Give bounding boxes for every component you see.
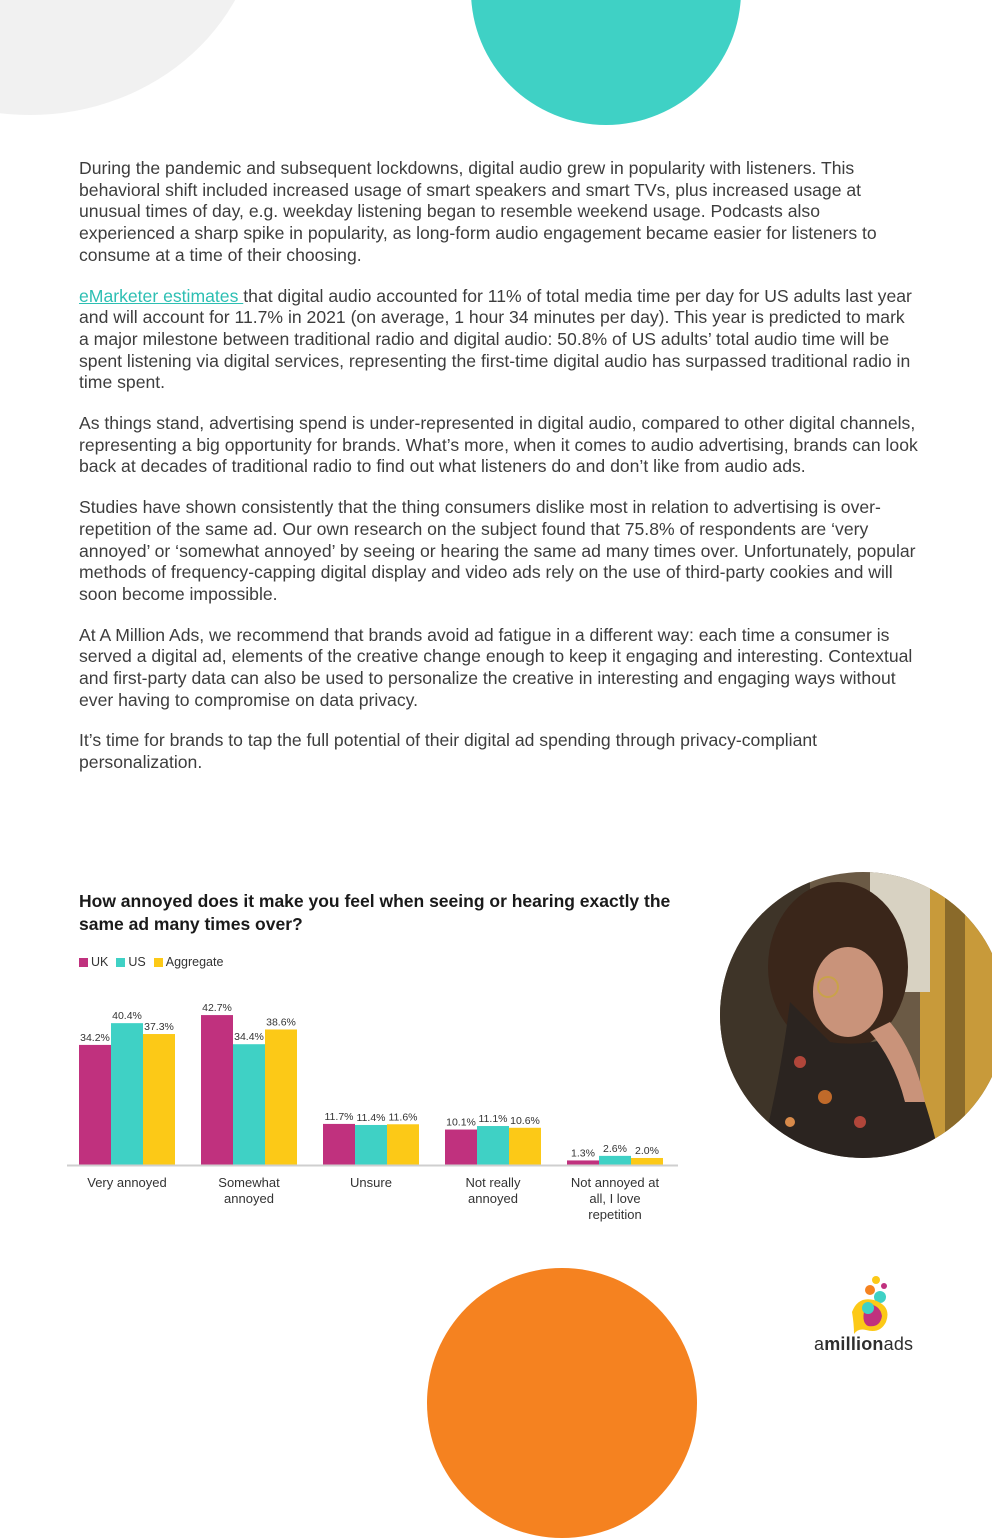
bar-aggregate-4 <box>631 1158 663 1165</box>
bar-uk-2 <box>323 1124 355 1165</box>
category-label-0-0: Very annoyed <box>87 1175 167 1190</box>
legend-swatch-us <box>116 958 125 967</box>
bar-label-aggregate-3: 10.6% <box>510 1114 540 1127</box>
bar-label-aggregate-0: 37.3% <box>144 1021 174 1034</box>
bar-label-uk-3: 10.1% <box>446 1116 476 1129</box>
logo-bold: million <box>824 1334 884 1354</box>
category-label-4-1: all, I love <box>589 1191 641 1206</box>
legend-swatch-uk <box>79 958 88 967</box>
bar-label-uk-2: 11.7% <box>324 1110 354 1123</box>
chart-title: How annoyed does it make you feel when seeing or hearing exactly the same ad many times over? <box>79 891 671 934</box>
legend-label-uk: UK <box>91 955 109 969</box>
bar-us-1 <box>233 1044 265 1165</box>
legend-swatch-aggregate <box>154 958 163 967</box>
bar-us-2 <box>355 1125 387 1165</box>
bar-aggregate-0 <box>143 1034 175 1165</box>
bar-label-us-4: 2.6% <box>603 1142 627 1155</box>
logo-wordmark <box>814 1334 913 1355</box>
bar-uk-3 <box>445 1130 477 1165</box>
paragraph-2 <box>79 286 919 395</box>
bar-aggregate-1 <box>265 1029 297 1165</box>
bar-label-us-0: 40.4% <box>112 1010 142 1023</box>
legend-item-aggregate <box>154 955 224 969</box>
legend-label-us: US <box>128 955 146 969</box>
bar-us-3 <box>477 1126 509 1165</box>
bar-label-aggregate-2: 11.6% <box>388 1111 418 1124</box>
decorative-circle-grey <box>0 0 260 115</box>
bar-aggregate-3 <box>509 1128 541 1165</box>
bar-us-0 <box>111 1023 143 1165</box>
article-body <box>79 158 919 793</box>
paragraph-2-text: that digital audio accounted for 11% of total media time per day for US adults last year and will account for 11.7% in 2021 (on average, 1 hour 34 minutes per day). This year is predicted to mark a major milestone between traditional radio and digital audio: 50.8% of US adults’ total audio time will be spent listening via digital services, representing the first-time digital audio has surpassed traditional radio in time spent. <box>79 285 912 393</box>
amillionads-logo <box>810 1270 930 1360</box>
paragraph-5 <box>79 625 919 712</box>
bar-label-uk-0: 34.2% <box>80 1031 110 1044</box>
bar-label-uk-1: 42.7% <box>202 1002 232 1015</box>
bar-chart <box>60 990 700 1230</box>
bar-uk-1 <box>201 1015 233 1165</box>
paragraph-6-text: It’s time for brands to tap the full potential of their digital ad spending through privacy-compliant personalization. <box>79 730 818 773</box>
photo-illustration <box>720 872 992 1158</box>
woman-listening-photo <box>720 872 992 1158</box>
chart-legend <box>79 955 223 969</box>
paragraph-5-text: At A Million Ads, we recommend that brands avoid ad fatigue in a different way: each time a consumer is served a digital ad, elements of the creative change enough to keep it engaging and interesting. Contextual and first-party data can also be used to personalize the creative in interesting and engaging ways without ever having to compromise on data privacy. <box>79 624 913 710</box>
paragraph-4 <box>79 497 919 606</box>
decorative-circle-teal <box>471 0 741 125</box>
bar-label-uk-4: 1.3% <box>571 1147 595 1160</box>
category-label-4-0: Not annoyed at <box>570 1175 660 1190</box>
category-label-3-0: Not really <box>465 1175 521 1190</box>
legend-label-aggregate: Aggregate <box>165 955 224 969</box>
paragraph-4-text: Studies have shown consistently that the thing consumers dislike most in relation to advertising is over-repetition of the same ad. Our own research on the subject found that 75.8% of respondents are ‘very annoyed’ or ‘somewhat annoyed’ by seeing or hearing the same ad many times over. Unfortunately, popular methods of frequency-capping digital display and video ads rely on the use of third-party cookies and will soon become impossible. <box>79 497 916 604</box>
bar-uk-4 <box>567 1160 599 1165</box>
bar-label-aggregate-1: 38.6% <box>266 1016 296 1029</box>
bar-label-us-3: 11.1% <box>478 1113 508 1126</box>
emarketer-link[interactable]: eMarketer estimates <box>79 285 244 306</box>
logo-suffix: ads <box>883 1334 914 1354</box>
paragraph-3 <box>79 413 919 478</box>
logo-prefix: a <box>814 1334 825 1354</box>
category-label-2-0: Unsure <box>350 1175 392 1190</box>
category-label-4-2: repetition <box>588 1207 642 1222</box>
legend-item-uk <box>79 955 108 969</box>
paragraph-3-text: As things stand, advertising spend is under-represented in digital audio, compared to other digital channels, representing a big opportunity for brands. What’s more, when it comes to audio advertising, brands can look back at decades of traditional radio to find out what listeners do and don’t like from audio ads. <box>79 413 918 477</box>
paragraph-1-text: During the pandemic and subsequent lockdowns, digital audio grew in popularity with listeners. This behavioral shift included increased usage of smart speakers and smart TVs, plus increased usage at unusual times of day, e.g. weekday listening began to resemble weekend usage. Podcasts also experienced a sharp spike in popularity, as long-form audio engagement became easier for listeners to consume at a time of their choosing. <box>79 158 877 265</box>
bar-us-4 <box>599 1156 631 1165</box>
category-label-1-1: annoyed <box>224 1191 274 1206</box>
bar-label-us-2: 11.4% <box>356 1111 386 1124</box>
category-label-3-1: annoyed <box>468 1191 518 1206</box>
category-label-1-0: Somewhat <box>218 1175 280 1190</box>
paragraph-1 <box>79 158 919 267</box>
paragraph-6 <box>79 730 919 773</box>
bar-label-aggregate-4: 2.0% <box>635 1144 659 1157</box>
bar-uk-0 <box>79 1045 111 1165</box>
logo-mark-icon <box>810 1270 930 1340</box>
decorative-circle-orange <box>427 1268 697 1538</box>
legend-item-us <box>116 955 145 969</box>
bar-label-us-1: 34.4% <box>234 1031 264 1044</box>
bar-aggregate-2 <box>387 1124 419 1165</box>
